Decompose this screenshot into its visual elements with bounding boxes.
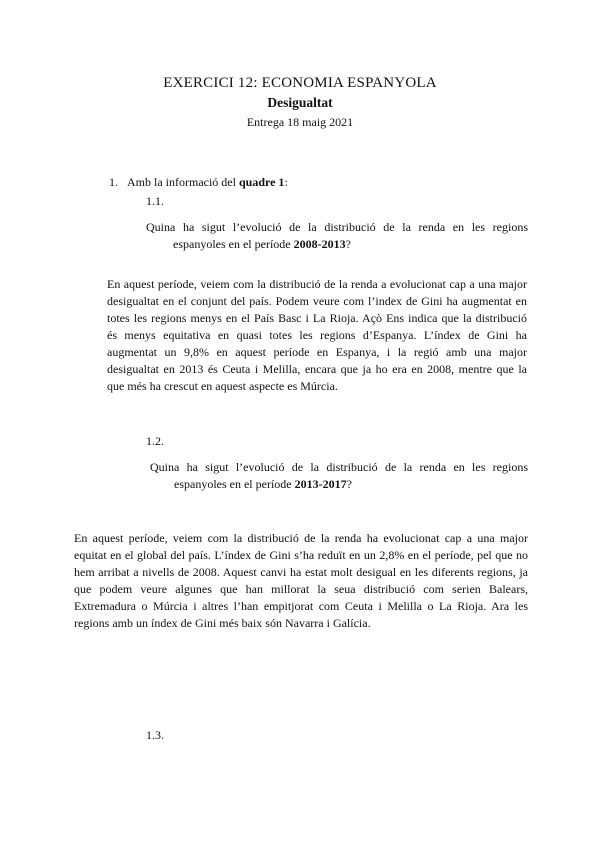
question-1-2-line2-before: espanyoles en el període <box>174 477 295 491</box>
document-subtitle: Desigualtat <box>267 95 333 110</box>
document-title: EXERCICI 12: ECONOMIA ESPANYOLA <box>163 75 437 91</box>
answer-1-2-line: hem arribat a nivells de 2008. Aquest canvi ha estat molt desigual en les diferents regions, ja <box>74 565 528 579</box>
delivery-date: Entrega 18 maig 2021 <box>246 115 354 129</box>
question-1-1-line2-after: ? <box>345 237 351 251</box>
item1-text-after: : <box>284 175 288 189</box>
answer-1-2-line: En aquest període, veiem com la distribució de la renda ha evolucionat cap a una major <box>74 531 528 545</box>
answer-1-1-line: totes les regions menys en el País Basc i La Rioja. Açò Ens indica que la distribució <box>107 311 527 325</box>
answer-1-2-line: equitat en el global del país. L’índex de Gini s’ha reduït en un 2,8% en el període, pel que no <box>74 548 528 562</box>
question-1-1-line2 <box>146 236 528 253</box>
question-1-1-line2-before: espanyoles en el període <box>173 237 294 251</box>
question-1-2-line2 <box>150 476 528 493</box>
answer-1-1-line: En aquest període, veiem com la distribució de la renda a evolucionat cap a una major <box>107 277 527 291</box>
answer-1-1-line: és menys equitativa en quasi totes les regions d’Espanya. L’índex de Gini ha <box>107 328 527 342</box>
item1-text-bold: quadre 1 <box>238 175 285 189</box>
question-1-1-period: 2008-2013 <box>293 237 346 251</box>
question-1-1-line1: Quina ha sigut l’evolució de la distribució de la renda en les regions <box>146 220 528 234</box>
answer-1-2-line: Extremadura o Múrcia i altres l’han empitjorat com Ceuta i Melilla o La Rioja. Ara les <box>74 599 528 613</box>
question-1-2-line1: Quina ha sigut l’evolució de la distribució de la renda en les regions <box>150 460 528 474</box>
item1-text-before: Amb la informació del <box>127 175 239 189</box>
question-1-2 <box>150 459 528 493</box>
answer-1-1-line: desigualtat en 2013 és Ceuta i Melilla, encara que ja ho era en 2008, mentre que la <box>107 362 527 376</box>
question-1-1 <box>146 219 528 253</box>
answer-1-1-line: augmentat un 9,8% en aquest període en Espanya, i la regió amb una major <box>107 345 527 359</box>
question-number-1-2: 1.2. <box>146 434 164 448</box>
answer-1-1-line: que més ha crescut en aquest aspecte es Múrcia. <box>107 379 338 393</box>
answer-1-1-line: desigualtat en el conjunt del país. Podem veure com l’index de Gini ha augmentat en <box>107 294 527 308</box>
item1-text <box>127 174 288 191</box>
answer-1-2-line: que podem veure algunes que han millorat la seua distribució com serien Balears, <box>74 582 528 596</box>
question-1-2-period: 2013-2017 <box>294 477 347 491</box>
answer-1-2-line: regions amb un índex de Gini més baix són Navarra i Galícia. <box>74 616 371 630</box>
list-number-1: 1. <box>109 175 118 189</box>
answer-1-1 <box>107 276 527 395</box>
answer-1-2 <box>74 530 528 632</box>
question-number-1-1: 1.1. <box>146 194 164 208</box>
question-number-1-3: 1.3. <box>146 728 164 742</box>
question-1-2-line2-after: ? <box>346 477 352 491</box>
